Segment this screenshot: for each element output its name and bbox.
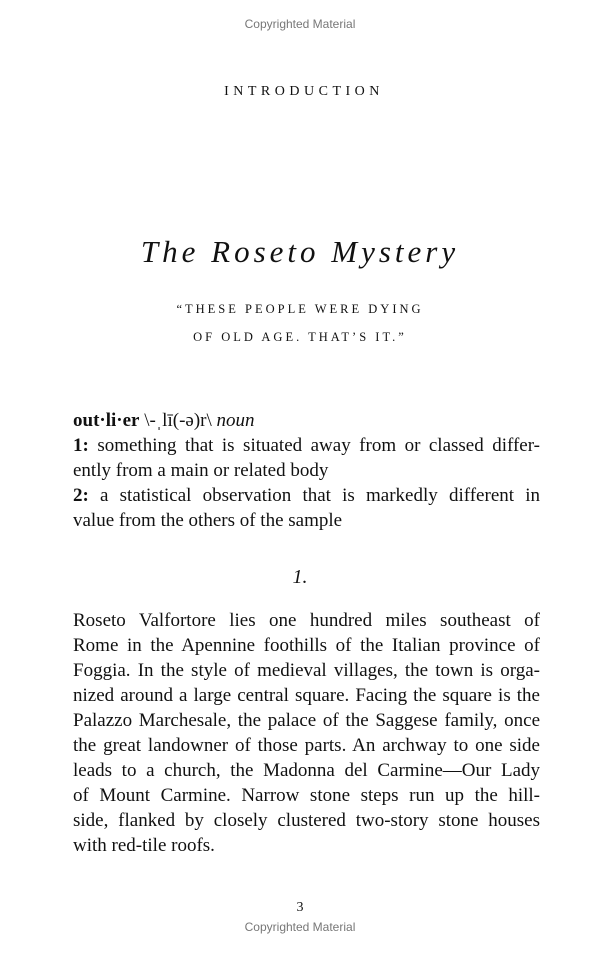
paragraph-line: Rome in the Apennine foothills of the Italian province of xyxy=(73,635,540,656)
sense-number: 2: xyxy=(73,485,89,506)
definition xyxy=(73,408,540,533)
section-number: 1. xyxy=(292,566,308,588)
sense-text: a statistical observation that is markedly different in xyxy=(100,485,541,506)
paragraph-line: leads to a church, the Madonna del Carmine—Our Lady xyxy=(73,760,540,781)
watermark-top: Copyrighted Material xyxy=(244,17,356,31)
paragraph-line: the great landowner of those parts. An archway to one side xyxy=(73,735,540,756)
paragraph-line: Palazzo Marchesale, the palace of the Saggese family, once xyxy=(73,710,540,731)
epigraph-line: OF OLD AGE. THAT’S IT.” xyxy=(193,330,407,344)
body-paragraph xyxy=(73,608,540,858)
paragraph-line: with red-tile roofs. xyxy=(73,835,215,856)
chapter-label: INTRODUCTION xyxy=(224,84,384,99)
part-of-speech: noun xyxy=(216,410,255,431)
paragraph-line: Roseto Valfortore lies one hundred miles southeast of xyxy=(73,610,540,631)
paragraph-line: side, flanked by closely clustered two-story stone houses xyxy=(73,810,540,831)
sense-text: value from the others of the sample xyxy=(73,510,343,531)
headword: out·li·er xyxy=(73,410,140,431)
sense-number: 1: xyxy=(73,435,89,456)
paragraph-line: Foggia. In the style of medieval villages, the town is orga- xyxy=(73,660,540,681)
page-number: 3 xyxy=(296,900,304,915)
watermark-bottom: Copyrighted Material xyxy=(244,920,356,934)
definition-headline xyxy=(73,408,540,433)
chapter-title: The Roseto Mystery xyxy=(140,234,460,269)
sense-text: something that is situated away from or classed differ- xyxy=(97,435,541,456)
sense-text: ently from a main or related body xyxy=(73,460,329,481)
paragraph-line: of Mount Carmine. Narrow stone steps run up the hill- xyxy=(73,785,540,806)
paragraph-line: nized around a large central square. Facing the square is the xyxy=(73,685,540,706)
pronunciation: \-ˌlī(-ə)r\ xyxy=(144,410,212,431)
epigraph-line: “THESE PEOPLE WERE DYING xyxy=(176,302,424,316)
